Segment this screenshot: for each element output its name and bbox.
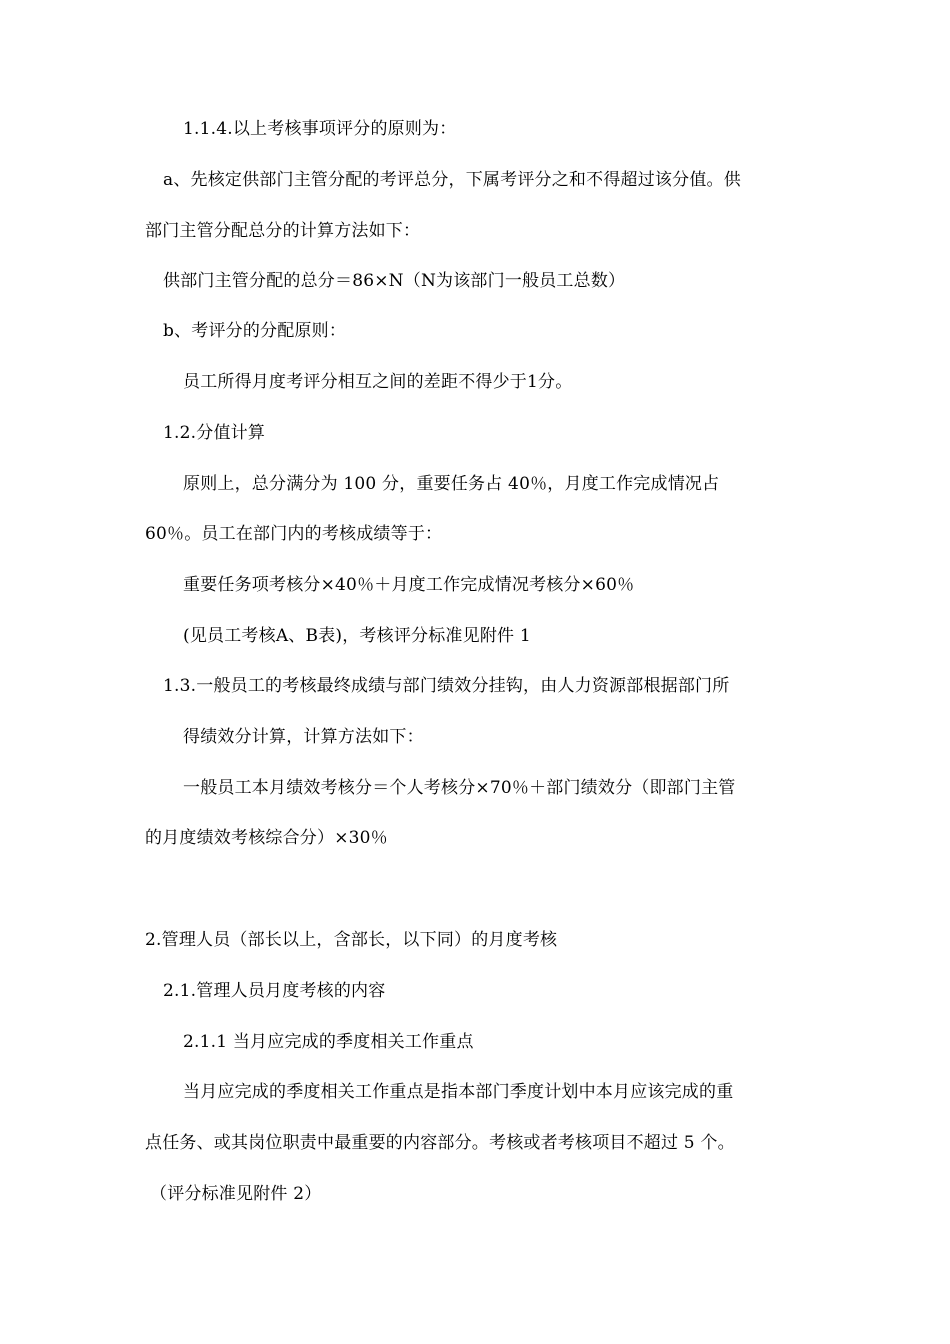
- paragraph-a-line-2: 部门主管分配总分的计算方法如下：: [145, 221, 421, 241]
- formula-task-score: 重要任务项考核分×40％＋月度工作完成情况考核分×60％: [183, 575, 635, 595]
- paragraph-b: b、考评分的分配原则：: [163, 321, 347, 341]
- paragraph-focus-line-2: 点任务、或其岗位职责中最重要的内容部分。考核或者考核项目不超过 5 个。: [145, 1133, 735, 1153]
- formula-monthly-line-1: 一般员工本月绩效考核分＝个人考核分×70％＋部门绩效分（即部门主管: [183, 778, 736, 798]
- heading-2-1: 2.1.管理人员月度考核的内容: [163, 981, 386, 1001]
- formula-monthly-line-2: 的月度绩效考核综合分）×30％: [145, 828, 388, 848]
- paragraph-score-gap: 员工所得月度考评分相互之间的差距不得少于1分。: [183, 372, 573, 392]
- paragraph-principle-line-1: 原则上，总分满分为 100 分，重要任务占 40％，月度工作完成情况占: [183, 474, 720, 494]
- formula-supervisor-total: 供部门主管分配的总分＝86×N（N为该部门一般员工总数）: [163, 271, 626, 291]
- heading-1-2: 1.2.分值计算: [163, 423, 266, 443]
- note-see-tables: (见员工考核A、B表)，考核评分标准见附件 1: [183, 626, 531, 646]
- paragraph-focus-line-1: 当月应完成的季度相关工作重点是指本部门季度计划中本月应该完成的重: [183, 1082, 734, 1102]
- paragraph-a-line-1: a、先核定供部门主管分配的考评总分，下属考评分之和不得超过该分值。供: [163, 170, 741, 190]
- heading-2-1-1: 2.1.1 当月应完成的季度相关工作重点: [183, 1032, 474, 1052]
- note-scoring-standard: （评分标准见附件 2）: [150, 1184, 322, 1204]
- heading-1-3-line-2: 得绩效分计算，计算方法如下：: [183, 727, 424, 747]
- heading-2: 2.管理人员（部长以上，含部长，以下同）的月度考核: [145, 930, 558, 950]
- paragraph-principle-line-2: 60％。员工在部门内的考核成绩等于：: [145, 524, 443, 544]
- heading-1-1-4: 1.1.4.以上考核事项评分的原则为：: [183, 119, 457, 139]
- heading-1-3-line-1: 1.3.一般员工的考核最终成绩与部门绩效分挂钩，由人力资源部根据部门所: [163, 676, 730, 696]
